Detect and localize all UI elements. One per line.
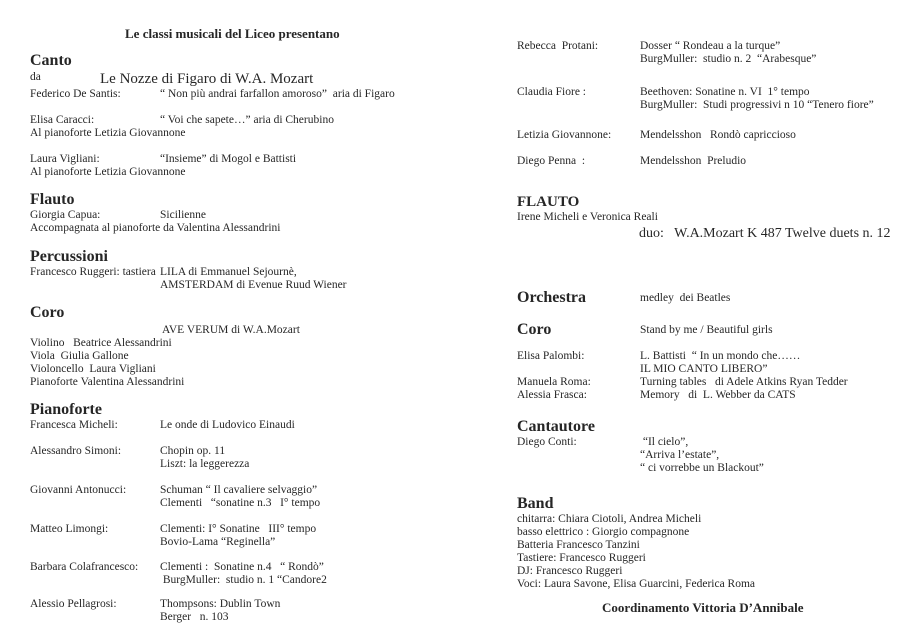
section-header-canto: Canto [30,52,72,69]
program-entry-elisa-caracci [30,114,492,127]
program-entry-claudia-fiore [517,86,897,112]
entry-name-alessandro-simoni: Alessandro Simoni: [30,445,122,457]
entry-text-line: LILA di Emmanuel Sejournè, [160,266,297,278]
entry-text [640,376,848,389]
entry-text-line: “ ci vorrebbe un Blackout” [640,462,764,474]
entry-name-matteo-limongi: Matteo Limongi: [30,523,109,535]
entry-text-line: medley dei Beatles [640,292,731,304]
entry-text [640,86,874,112]
entry-text-line: AMSTERDAM di Evenue Ruud Wiener [160,279,347,291]
entry-text-line: BurgMuller: studio n. 2 “Arabesque” [640,53,817,65]
entry-text [640,350,800,376]
entry-text [160,266,347,292]
program-entry-coro [517,321,897,339]
text-line-al-pianoforte-letizia-giovannone: Al pianoforte Letizia Giovannone [30,166,186,178]
entry-text-line: Thompsons: Dublin Town [160,598,281,610]
entry-name-barbara-colafrancesco: Barbara Colafrancesco: [30,561,139,573]
program-entry-giorgia-capua [30,209,492,222]
entry-text-line: Dosser “ Rondeau a la turque” [640,40,781,52]
program-entry-alessio-pellagrosi [30,598,492,624]
entry-text-line: “Arriva l’estate”, [640,449,720,461]
entry-text [160,114,334,127]
text-line-al-pianoforte-letizia-giovannone: Al pianoforte Letizia Giovannone [30,127,186,139]
entry-text [160,209,206,222]
text-line-chitarra-chiara-ciotoli-andrea-mic: chitarra: Chiara Ciotoli, Andrea Micheli [517,513,702,525]
entry-text-line: Clementi “sonatine n.3 I° tempo [160,497,321,509]
entry-text-line: Le Nozze di Figaro di W.A. Mozart [100,71,314,87]
section-header-pianoforte: Pianoforte [30,401,102,418]
program-entry-manuela-roma [517,376,897,389]
entry-name-federico-de-santis: Federico De Santis: [30,88,121,100]
program-entry-matteo-limongi [30,523,492,549]
entry-text-line: Clementi: I° Sonatine III° tempo [160,523,317,535]
entry-name-francesco-ruggeri-tastiera: Francesco Ruggeri: tastiera [30,266,156,278]
program-entry-alessia-frasca [517,389,897,402]
entry-text-line: Berger n. 103 [160,611,229,623]
text-line-basso-elettrico-giorgio-compagnone: basso elettrico : Giorgio compagnone [517,526,690,538]
program-entry-diego-penna [517,155,897,168]
text-line-duo-w-a-mozart-k-487-twelve-duets-: duo: W.A.Mozart K 487 Twelve duets n. 12 [639,226,891,241]
text-line-batteria-francesco-tanzini: Batteria Francesco Tanzini [517,539,640,551]
left-column [30,20,492,624]
entry-text [160,523,316,549]
entry-text [160,88,395,101]
entry-text-line: IL MIO CANTO LIBERO” [640,363,768,375]
program-entry-barbara-colafrancesco [30,561,492,587]
entry-text-line: Chopin op. 11 [160,445,226,457]
entry-name-giovanni-antonucci: Giovanni Antonucci: [30,484,127,496]
entry-name-giorgia-capua: Giorgia Capua: [30,209,101,221]
program-entry-orchestra [517,289,897,307]
entry-name-manuela-roma: Manuela Roma: [517,376,591,388]
entry-text-line: Beethoven: Sonatine n. VI 1° tempo [640,86,810,98]
entry-text-line: “ Non più andrai farfallon amoroso” aria di Figaro [160,88,395,100]
entry-text [640,155,746,168]
entry-text-line: BurgMuller: Studi progressivi n 10 “Tenero fiore” [640,99,874,111]
program-entry-elisa-palombi [517,350,897,376]
program-entry-da [30,71,492,88]
program-entry-rebecca-protani [517,40,897,66]
entry-name-claudia-fiore: Claudia Fiore : [517,86,586,98]
section-header-orchestra: Orchestra [517,289,587,306]
section-header-cantautore: Cantautore [517,418,595,435]
section-header-percussioni: Percussioni [30,248,108,265]
entry-text-line: Stand by me / Beautiful girls [640,324,773,336]
section-header-coro: Coro [517,321,552,338]
entry-name-rebecca-protani: Rebecca Protani: [517,40,599,52]
coordination-credit: Coordinamento Vittoria D’Annibale [602,600,804,615]
entry-name-diego-penna: Diego Penna : [517,155,586,167]
entry-text-line: Turning tables di Adele Atkins Ryan Tedder [640,376,848,388]
entry-text [640,321,773,337]
program-entry-francesco-ruggeri-tastiera [30,266,492,292]
entry-text-line: “ Voi che sapete…” aria di Cherubino [160,114,334,126]
text-line-accompagnata-al-pianoforte-da-vale: Accompagnata al pianoforte da Valentina Alessandrini [30,222,281,234]
entry-name-elisa-caracci: Elisa Caracci: [30,114,95,126]
entry-text-line: Sicilienne [160,209,206,221]
page-title: Le classi musicali del Liceo presentano [125,26,340,41]
right-column [517,20,897,616]
text-line-voci-laura-savone-elisa-guarcini-f: Voci: Laura Savone, Elisa Guarcini, Federica Roma [517,578,756,590]
program-entry-laura-vigliani [30,153,492,166]
entry-text [640,389,796,402]
entry-text-line: Le onde di Ludovico Einaudi [160,419,295,431]
text-line-tastiere-francesco-ruggeri: Tastiere: Francesco Ruggeri [517,552,646,564]
entry-text [640,40,816,66]
text-line-pianoforte-valentina-alessandrini: Pianoforte Valentina Alessandrini [30,376,185,388]
entry-name-da: da [30,71,41,83]
program-entry-alessandro-simoni [30,445,492,471]
program-entry-giovanni-antonucci [30,484,492,510]
entry-name-elisa-palombi: Elisa Palombi: [517,350,585,362]
entry-text [640,436,764,475]
entry-text [160,561,327,587]
entry-text-line: L. Battisti “ In un mondo che…… [640,350,801,362]
entry-name-francesca-micheli: Francesca Micheli: [30,419,118,431]
text-line-violino-beatrice-alessandrini: Violino Beatrice Alessandrini [30,337,172,349]
text-line-dj-francesco-ruggeri: DJ: Francesco Ruggeri [517,565,623,577]
section-header-flauto: Flauto [30,191,75,208]
entry-text [160,153,296,166]
program-entry-letizia-giovannone [517,129,897,142]
entry-text [640,289,730,305]
entry-text [160,598,280,624]
section-header-band: Band [517,495,554,512]
entry-text-line: Mendelsshon Preludio [640,155,747,167]
text-line-ave-verum-di-w-a-mozart: AVE VERUM di W.A.Mozart [162,324,300,336]
entry-text [100,71,313,88]
entry-name-alessia-frasca: Alessia Frasca: [517,389,587,401]
text-line-violoncello-laura-vigliani: Violoncello Laura Vigliani [30,363,156,375]
section-header-flauto: FLAUTO [517,194,580,210]
section-header-coro: Coro [30,304,65,321]
entry-text-line: Liszt: la leggerezza [160,458,250,470]
entry-name-alessio-pellagrosi: Alessio Pellagrosi: [30,598,117,610]
entry-text-line: Clementi : Sonatine n.4 “ Rondò” [160,561,324,573]
program-entry-diego-conti [517,436,897,475]
text-line-irene-micheli-e-veronica-reali: Irene Micheli e Veronica Reali [517,211,658,223]
entry-text-line: “Insieme” di Mogol e Battisti [160,153,297,165]
entry-text-line: Memory di L. Webber da CATS [640,389,796,401]
program-entry-federico-de-santis [30,88,492,101]
entry-text-line: “Il cielo”, [640,436,689,448]
entry-name-letizia-giovannone: Letizia Giovannone: [517,129,612,141]
entry-text-line: Schuman “ Il cavaliere selvaggio” [160,484,318,496]
program-entry-francesca-micheli [30,419,492,432]
entry-text-line: Bovio-Lama “Reginella” [160,536,276,548]
entry-text [160,484,320,510]
entry-text-line: BurgMuller: studio n. 1 “Candore2 [160,574,327,586]
entry-text [160,419,295,432]
entry-name-laura-vigliani: Laura Vigliani: [30,153,100,165]
text-line-viola-giulia-gallone: Viola Giulia Gallone [30,350,129,362]
entry-name-diego-conti: Diego Conti: [517,436,577,448]
entry-text-line: Mendelsshon Rondò capriccioso [640,129,796,141]
entry-text [640,129,796,142]
entry-text [160,445,249,471]
